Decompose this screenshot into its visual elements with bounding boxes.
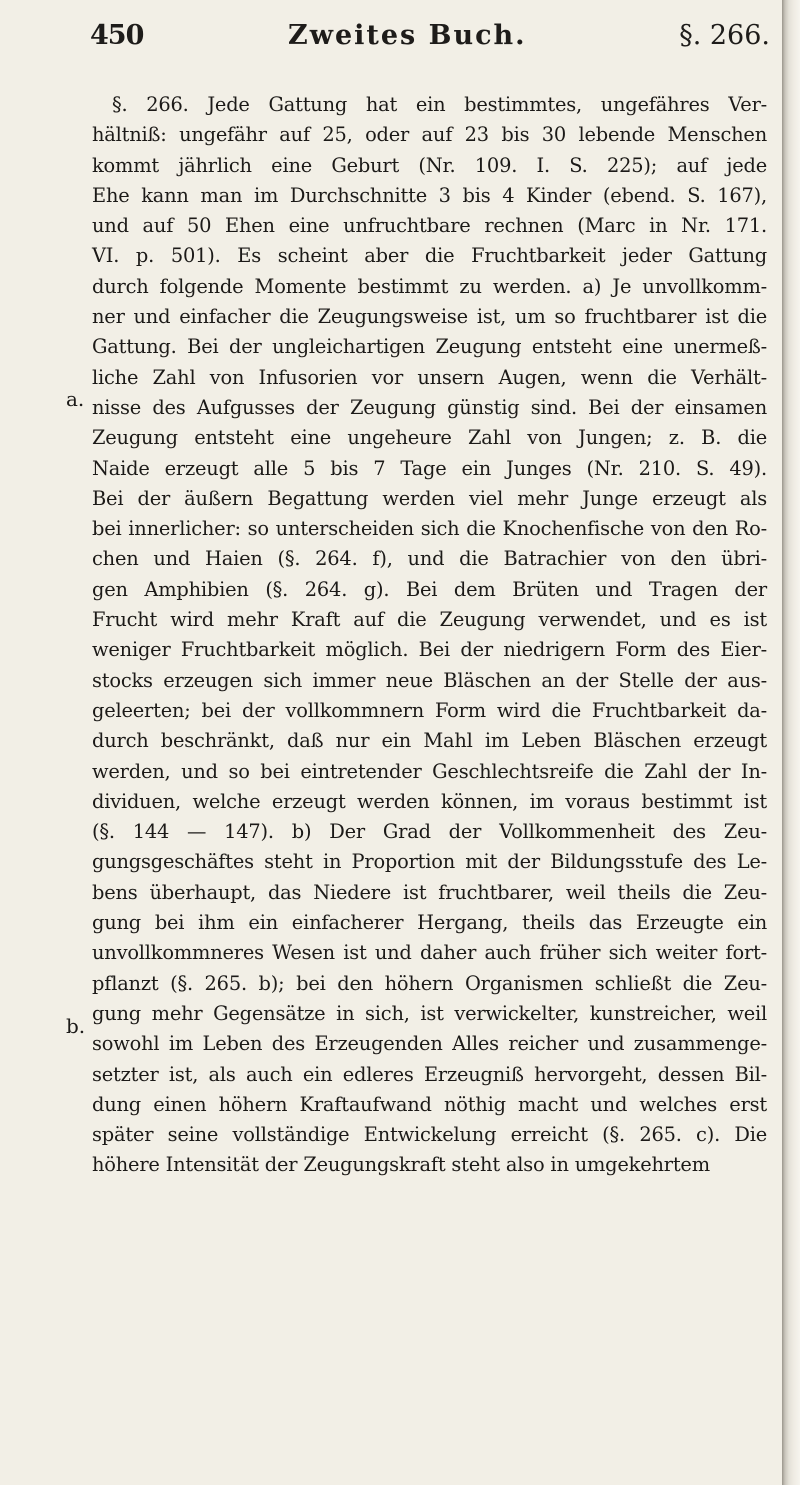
text-line: liche Zahl von Infusorien vor unsern Augen, wenn die Verhält- [92,365,767,389]
text-line: unvollkommneres Wesen ist und daher auch früher sich weiter fort- [92,941,767,965]
text-line: VI. p. 501). Es scheint aber die Fruchtbarkeit jeder Gattung [92,244,767,268]
text-line: durch beschränkt, daß nur ein Mahl im Leben Bläschen erzeugt [92,729,767,753]
text-line: gung mehr Gegensätze in sich, ist verwickelter, kunstreicher, weil [92,1001,767,1025]
section-reference: §. 266. [679,20,770,51]
text-line: gungsgeschäftes steht in Proportion mit der Bildungsstufe des Le- [92,850,767,874]
text-line: stocks erzeugen sich immer neue Bläschen an der Stelle der aus- [92,668,767,692]
running-title: Zweites Buch. [288,20,527,51]
text-line: Ehe kann man im Durchschnitte 3 bis 4 Kinder (ebend. S. 167), [92,183,767,207]
text-line: werden, und so bei eintretender Geschlechtsreife die Zahl der In- [92,759,767,783]
text-line: pflanzt (§. 265. b); bei den höhern Organismen schließt die Zeu- [92,971,767,995]
text-line: Bei der äußern Begattung werden viel mehr Junge erzeugt als [92,486,767,510]
text-line: weniger Fruchtbarkeit möglich. Bei der niedrigern Form des Eier- [92,638,767,662]
text-line: bens überhaupt, das Niedere ist fruchtbarer, weil theils die Zeu- [92,880,767,904]
text-line: nisse des Aufgusses der Zeugung günstig sind. Bei der einsamen [92,395,767,419]
text-line: Gattung. Bei der ungleichartigen Zeugung entsteht eine unermeß- [92,335,767,359]
text-line: (§. 144 — 147). b) Der Grad der Vollkommenheit des Zeu- [92,820,767,844]
text-line: dividuen, welche erzeugt werden können, im voraus bestimmt ist [92,789,767,813]
text-line: kommt jährlich eine Geburt (Nr. 109. I. S. 225); auf jede [92,153,767,177]
page-number: 450 [90,20,144,51]
margin-note-a: a. [66,387,85,411]
text-line: sowohl im Leben des Erzeugenden Alles reicher und zusammenge- [92,1032,767,1056]
text-line: geleerten; bei der vollkommnern Form wird die Fruchtbarkeit da- [92,698,767,722]
text-line: chen und Haien (§. 264. f), und die Batrachier von den übri- [92,547,767,571]
text-line: §. 266. Jede Gattung hat ein bestimmtes, ungefähres Ver- [112,93,767,116]
text-line: später seine vollständige Entwickelung erreicht (§. 265. c). Die [92,1123,767,1147]
text-line: höhere Intensität der Zeugungskraft steht also in umgekehrtem [92,1153,710,1177]
text-line: setzter ist, als auch ein edleres Erzeugniß hervorgeht, dessen Bil- [92,1062,767,1086]
margin-note-b: b. [66,1014,86,1038]
text-line: bei innerlicher: so unterscheiden sich die Knochenfische von den Ro- [92,517,767,541]
text-line: dung einen höhern Kraftaufwand nöthig macht und welches erst [92,1092,767,1116]
text-line: hältniß: ungefähr auf 25, oder auf 23 bis 30 lebende Menschen [92,123,767,147]
text-line: Frucht wird mehr Kraft auf die Zeugung verwendet, und es ist [92,608,767,632]
text-line: Naide erzeugt alle 5 bis 7 Tage ein Junges (Nr. 210. S. 49). [92,456,767,480]
text-line: durch folgende Momente bestimmt zu werden. a) Je unvollkomm- [92,274,767,298]
page-header [90,20,770,68]
text-line: und auf 50 Ehen eine unfruchtbare rechnen (Marc in Nr. 171. [92,214,767,238]
text-line: Zeugung entsteht eine ungeheure Zahl von Jungen; z. B. die [92,426,767,450]
body-text [92,90,767,1181]
text-line: gung bei ihm ein einfacherer Hergang, theils das Erzeugte ein [92,911,767,935]
text-line: ner und einfacher die Zeugungsweise ist, um so fruchtbarer ist die [92,305,767,329]
page-edge-shadow [782,0,800,1485]
text-line: gen Amphibien (§. 264. g). Bei dem Brüten und Tragen der [92,577,767,601]
